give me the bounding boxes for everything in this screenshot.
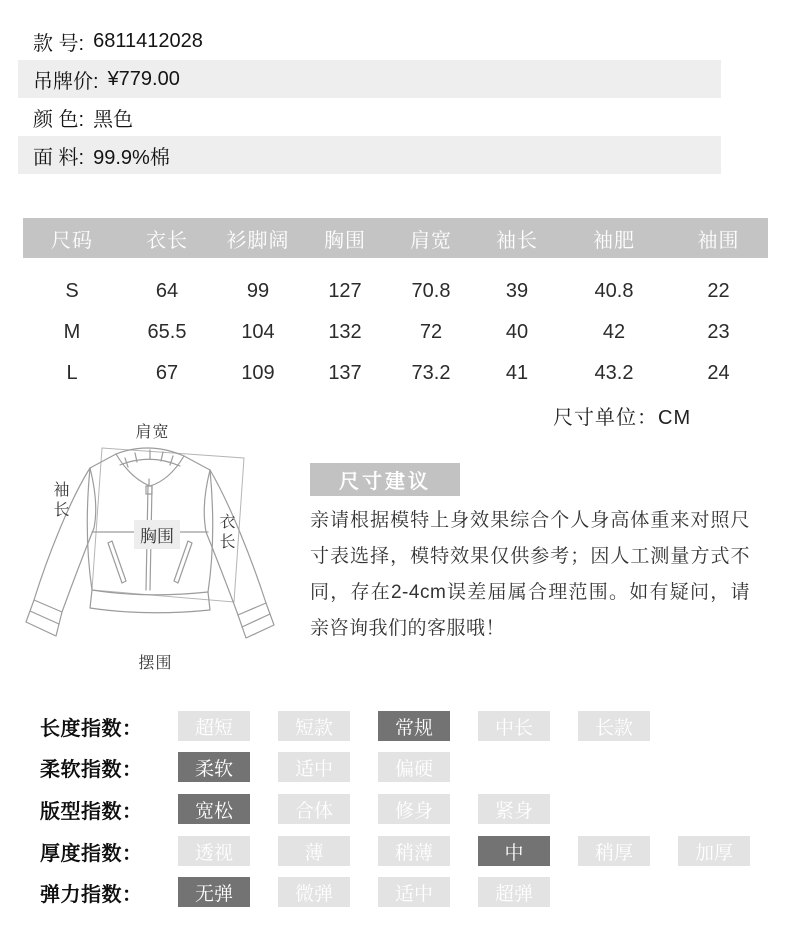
cell: 24 [707,362,730,384]
color-row [18,98,721,136]
diagram-label-chest: 胸围 [134,520,180,549]
thickness-index-label: 厚度指数： [40,842,143,865]
cell: 109 [241,362,275,384]
elasticity-index-label: 弹力指数： [40,883,143,906]
col-header-sleeve-length: 袖长 [496,229,538,252]
cell: 40.8 [594,280,634,302]
chip-thickness-0: 透视 [178,836,250,866]
col-header-hem-width: 衫脚阔 [226,229,290,252]
fabric-row [18,136,721,174]
tag-price-label: 吊牌价: [33,70,99,93]
col-header-body-length: 衣长 [146,229,188,252]
diagram-label-body-length: 衣长 [217,513,234,553]
size-advice-text: 亲请根据模特上身效果综合个人身高体重来对照尺寸表选择，模特效果仅供参考；因人工测量方式不同，存在2-4cm误差届属合理范围。如有疑问，请亲咨询我们的客服哦！ [310,510,750,639]
col-header-size: 尺码 [51,229,93,252]
cell: 39 [505,280,529,302]
cell: M [63,321,81,343]
fabric-label: 面 料: [33,146,85,169]
table-row [23,312,768,353]
chip-thickness-3-selected: 中 [478,836,550,866]
fit-index-row [40,794,550,824]
chip-fit-2: 修身 [378,794,450,824]
cell: 137 [328,362,362,384]
length-index-row [40,711,650,741]
cell: 132 [328,321,362,343]
cell: 64 [155,280,179,302]
color-label: 颜 色: [33,108,85,131]
chip-softness-1: 适中 [278,752,350,782]
product-code-label: 款 号: [33,32,85,55]
chip-length-1: 短款 [278,711,350,741]
diagram-label-shoulder: 肩宽 [135,424,170,441]
tag-price-row [18,60,721,98]
cell: 67 [155,362,179,384]
chip-fit-0-selected: 宽松 [178,794,250,824]
chip-softness-2: 偏硬 [378,752,450,782]
unit-note: 尺寸单位：CM [553,407,692,429]
chip-thickness-1: 薄 [278,836,350,866]
cell: 127 [328,280,362,302]
size-advice-title: 尺寸建议 [310,463,460,496]
chip-length-3: 中长 [478,711,550,741]
col-header-cuff: 袖围 [697,229,740,252]
chip-softness-0-selected: 柔软 [178,752,250,782]
chip-elasticity-0-selected: 无弹 [178,877,250,907]
cell: L [66,362,78,384]
softness-index-label: 柔软指数： [40,758,143,781]
cell: 70.8 [411,280,451,302]
cell: 99 [246,280,270,302]
chip-elasticity-1: 微弹 [278,877,350,907]
cell: 43.2 [594,362,634,384]
cell: 42 [602,321,626,343]
diagram-label-hem: 摆围 [138,655,173,672]
chip-thickness-4: 稍厚 [578,836,650,866]
cell: 23 [707,321,730,343]
product-code-value: 6811412028 [93,29,203,52]
col-header-shoulder: 肩宽 [410,229,452,252]
col-header-sleeve-width: 袖肥 [593,229,635,252]
chip-fit-1: 合体 [278,794,350,824]
table-row [23,353,768,394]
chip-length-0: 超短 [178,711,250,741]
cell: 40 [505,321,529,343]
chip-fit-3: 紧身 [478,794,550,824]
cell: 104 [241,321,275,343]
cell: 41 [505,362,529,384]
color-value: 黑色 [93,108,134,131]
cell: S [65,280,79,302]
thickness-index-row [40,836,750,866]
size-table [23,218,768,394]
table-row [23,271,768,312]
chip-thickness-2: 稍薄 [378,836,450,866]
tag-price-value: ¥779.00 [107,67,180,90]
cell: 73.2 [411,362,451,384]
chip-thickness-5: 加厚 [678,836,750,866]
cell: 22 [707,280,730,302]
product-code-row [18,22,721,60]
length-index-label: 长度指数： [40,717,143,740]
chip-length-2-selected: 常规 [378,711,450,741]
fabric-value: 99.9%棉 [93,146,170,169]
size-table-header [23,218,768,258]
diagram-label-sleeve-length: 袖长 [51,481,68,521]
fit-index-label: 版型指数： [40,800,143,823]
softness-index-row [40,752,450,782]
chip-length-4: 长款 [578,711,650,741]
cell: 72 [419,321,443,343]
col-header-chest: 胸围 [324,229,366,252]
cell: 65.5 [147,321,187,343]
elasticity-index-row [40,877,550,907]
chip-elasticity-2: 适中 [378,877,450,907]
chip-elasticity-3: 超弹 [478,877,550,907]
